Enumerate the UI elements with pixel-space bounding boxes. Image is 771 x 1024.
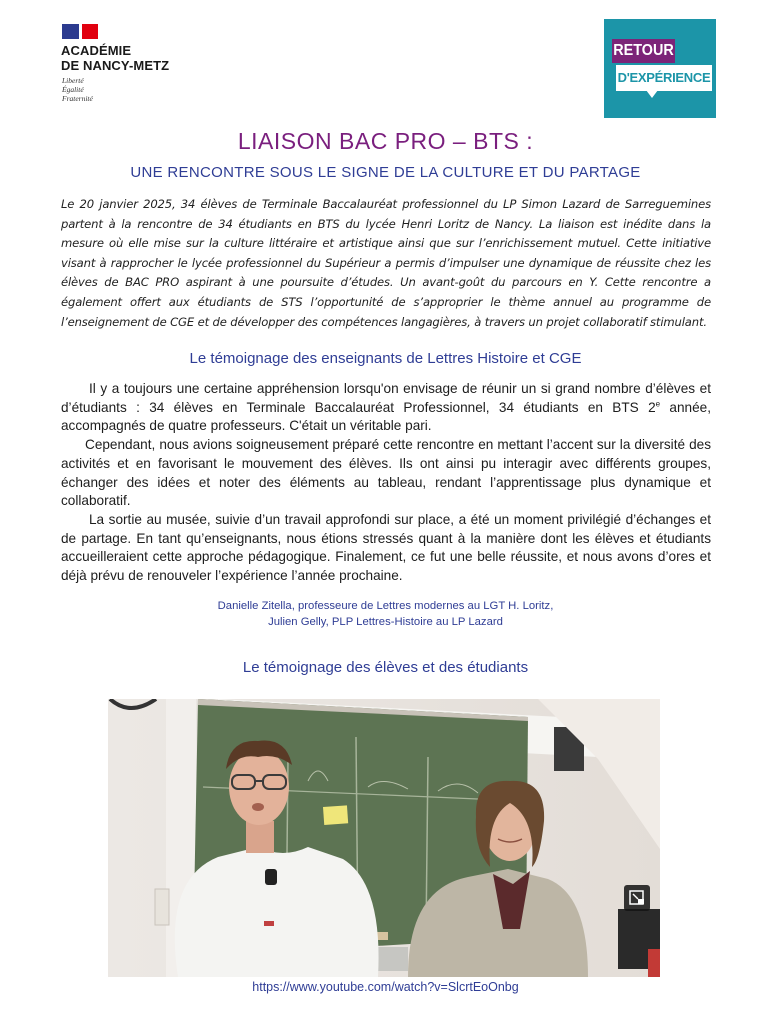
miniplayer-icon — [624, 885, 650, 911]
academie-logo — [58, 18, 198, 110]
paragraph-text: Il y a toujours une certaine appréhension lorsqu'on envisage de réunir un si grand nombre d’élèves et d’étudiants : 34 élèves en Terminale Baccalauréat Professionnel, 34 étudiants en BTS 2 — [61, 381, 711, 415]
motto-egalite: Égalité — [62, 85, 84, 94]
logo-retour-text: RETOUR — [612, 39, 675, 63]
republic-motto — [62, 76, 93, 103]
video-link[interactable]: https://www.youtube.com/watch?v=SlcrtEoOnbg — [252, 980, 519, 994]
teachers-paragraph-3: La sortie au musée, suivie d’un travail approfondi sur place, a été un moment privilégié d’échanges et de partage. En tant qu’enseignants, nous étions stressés quant à la manière dont les élèves et étudiants accueilleraient cette approche pédagogique. Finalement, ce fut une belle réussite, et nous avons d’ores et déjà prévu de renouveler l’expérience l’année prochaine. — [61, 511, 711, 584]
ordinal-superscript: e — [655, 399, 661, 409]
retour-experience-logo — [604, 19, 716, 118]
teachers-section-heading: Le témoignage des enseignants de Lettres Histoire et CGE — [189, 350, 582, 367]
video-frame-image — [108, 699, 660, 977]
logo-experience-text: D'EXPÉRIENCE — [616, 65, 712, 91]
academie-name-line2: DE NANCY-METZ — [61, 58, 170, 73]
academie-name — [61, 43, 169, 73]
signature-line-1: Danielle Zitella, professeure de Lettres modernes au LGT H. Loritz, — [217, 600, 554, 612]
intro-paragraph: Le 20 janvier 2025, 34 élèves de Terminale Baccalauréat professionnel du LP Simon Lazard de Sarreguemines partent à la rencontre de 34 étudiants en BTS du lycée Henri Loritz de Nancy. La liaison est inédite dans la mesure où elle mise sur la culture littéraire et artistique ainsi que sur l’enrichissement mutuel. Cette initiative visant à rapprocher le lycée professionnel du Supérieur a permis d’impulser une dynamique de réussite chez les élèves de BAC PRO aspirant à une poursuite d’études. Un avant-goût du parcours en Y. Cette rencontre a également offert aux étudiants de STS l’opportunité de s’approprier le thème annuel au programme de l’enseignement de CGE et de développer des compétences langagières, à travers un projet collaboratif stimulant. — [61, 197, 711, 329]
teachers-testimony — [61, 380, 711, 586]
student-1 — [175, 847, 379, 977]
marianne-flag-icon — [62, 24, 98, 39]
teachers-paragraph-1 — [61, 380, 711, 436]
motto-fraternite: Fraternité — [62, 94, 93, 103]
page-title: LIAISON BAC PRO – BTS : — [237, 128, 534, 154]
teachers-signature — [0, 598, 771, 630]
video-thumbnail[interactable] — [108, 699, 660, 977]
students-section-heading: Le témoignage des élèves et des étudiants — [242, 659, 529, 676]
page-subtitle: UNE RENCONTRE SOUS LE SIGNE DE LA CULTURE ET DU PARTAGE — [130, 164, 641, 181]
academie-name-line1: ACADÉMIE — [61, 43, 132, 58]
paragraph-text: année, accompagnés de quatre professeurs. C'était un véritable pari. — [61, 399, 712, 434]
teachers-paragraph-2: Cependant, nous avions soigneusement préparé cette rencontre en mettant l’accent sur la diversité des activités et en favorisant le mouvement des élèves. Ils ont ainsi pu interagir avec différents groupes, échanger des idées et noter des éléments au tableau, rendant l’apprentissage plus dynamique et collaboratif. — [61, 437, 711, 509]
signature-line-2: Julien Gelly, PLP Lettres-Histoire au LP Lazard — [268, 616, 503, 628]
motto-liberte: Liberté — [62, 76, 84, 85]
miniplayer-button[interactable] — [624, 885, 650, 911]
